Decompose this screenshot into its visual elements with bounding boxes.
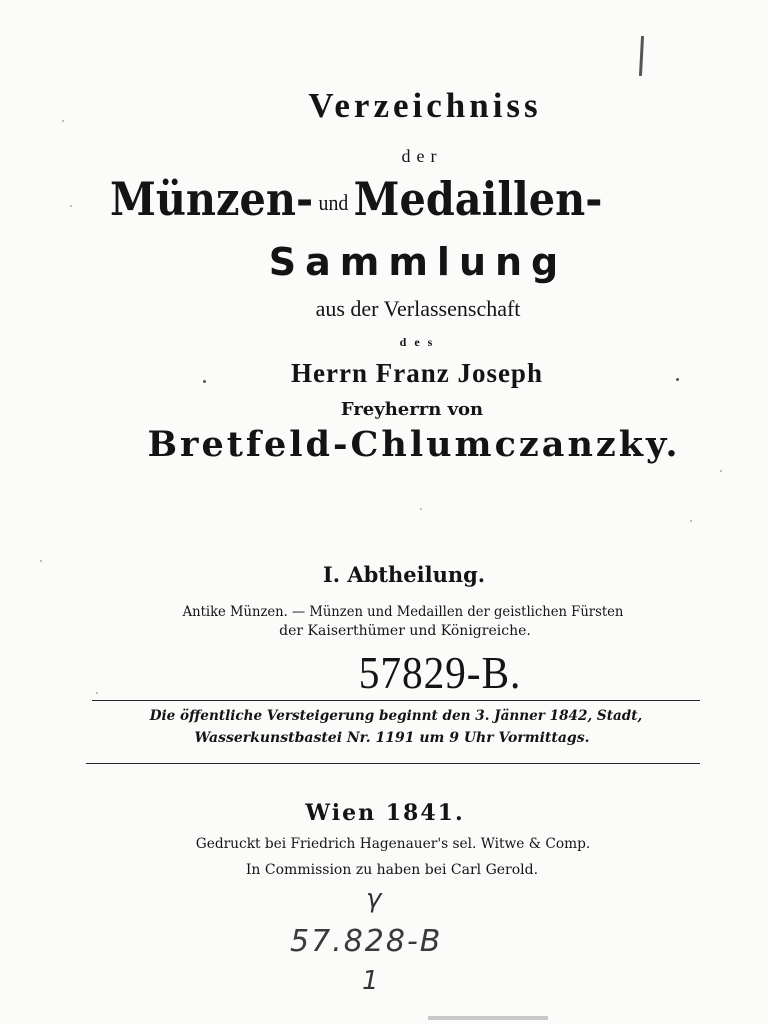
- ornament-dot-right: [676, 378, 679, 381]
- title-muenzen: Münzen-: [110, 172, 314, 226]
- title-des: des: [399, 335, 441, 349]
- section-heading: I. Abtheilung.: [322, 562, 486, 587]
- title-herrn-name: Herrn Franz Joseph: [291, 358, 543, 388]
- paper-speck: [720, 470, 722, 472]
- title-der: der: [401, 146, 443, 166]
- paper-speck: [62, 120, 64, 122]
- auction-notice-2: Wasserkunstbastei Nr. 1191 um 9 Uhr Vormittags.: [194, 730, 590, 746]
- title-medaillen: Medaillen-: [353, 172, 603, 226]
- paper-speck: [70, 205, 72, 207]
- paper-speck: [40, 560, 42, 562]
- auction-notice-1: Die öffentliche Versteigerung beginnt den 3. Jänner 1842, Stadt,: [149, 708, 643, 724]
- handwritten-shelfmark: 57.828-B: [290, 924, 443, 959]
- title-muenzen-medaillen: [110, 172, 602, 226]
- scan-edge-mark: [428, 1016, 548, 1020]
- imprint-place-year: Wien 1841.: [305, 800, 465, 826]
- paper-speck: [420, 508, 422, 510]
- title-verzeichniss: Verzeichniss: [308, 86, 542, 125]
- paper-speck: [96, 692, 98, 694]
- handwritten-numeral: 1: [362, 966, 379, 996]
- title-sammlung: Sammlung: [268, 240, 568, 284]
- title-freyherrn: Freyherrn von: [340, 399, 484, 420]
- ink-mark: [639, 36, 644, 76]
- title-und: und: [318, 190, 349, 215]
- imprint-commission: In Commission zu haben bei Carl Gerold.: [245, 862, 539, 878]
- catalog-number: 57829-B.: [358, 647, 522, 698]
- handwritten-mark: γ: [366, 884, 382, 914]
- section-description-2: der Kaiserthümer und Königreiche.: [279, 623, 531, 639]
- title-bretfeld: Bretfeld-Chlumczanzky.: [147, 424, 681, 465]
- divider-bottom: [86, 763, 700, 764]
- imprint-printer: Gedruckt bei Friedrich Hagenauer's sel. Witwe & Comp.: [195, 836, 591, 852]
- paper-speck: [690, 520, 692, 522]
- title-verlassenschaft: aus der Verlassenschaft: [315, 296, 521, 321]
- divider-top: [92, 700, 700, 701]
- section-description-1: Antike Münzen. — Münzen und Medaillen der geistlichen Fürsten: [182, 604, 624, 620]
